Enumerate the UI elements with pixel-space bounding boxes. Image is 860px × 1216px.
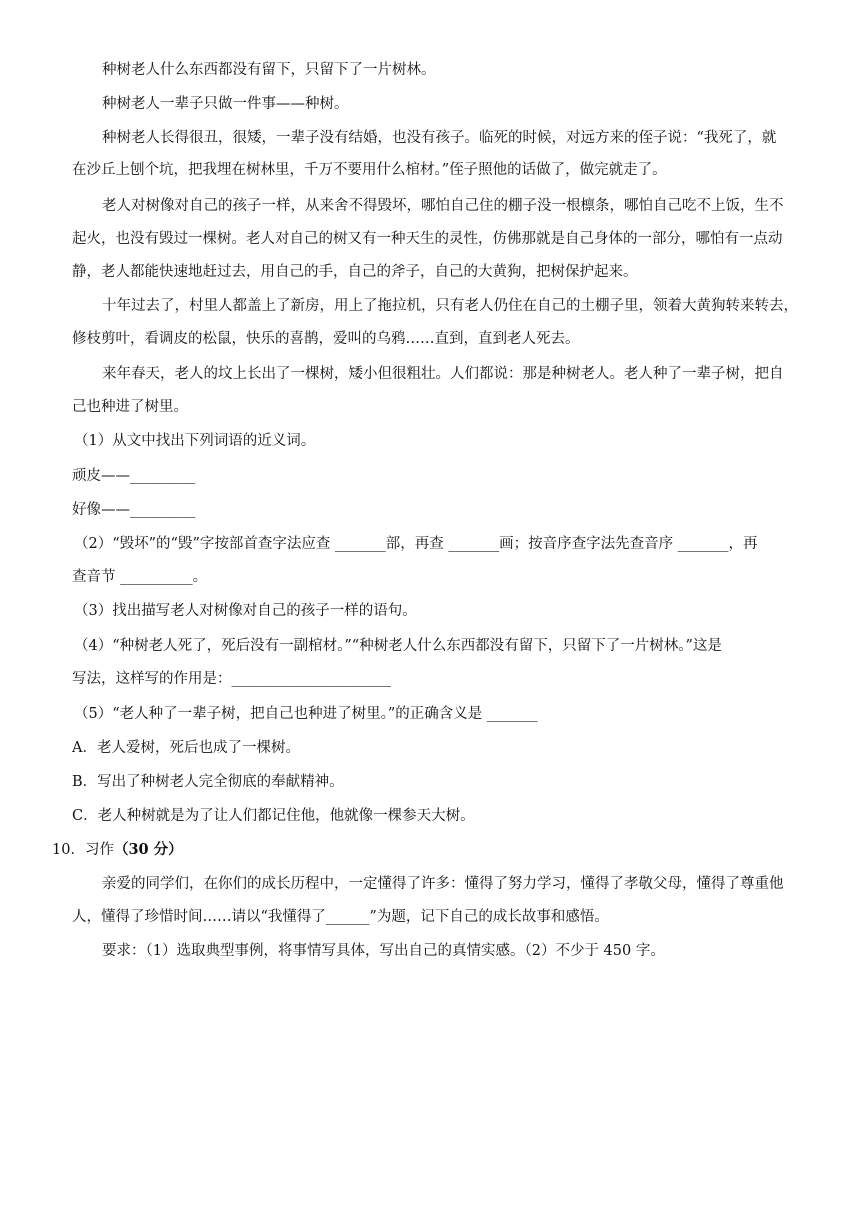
passage-paragraph-6-line-2: 己也种进了树里。 bbox=[72, 399, 188, 415]
question-2-line-1: （2）“毁坏”的“毁”字按部首查字法应查 _______部，再查 _______画；按音序查字法先查音序 _______，再 bbox=[74, 536, 758, 552]
question-1-item-a: 顽皮——_________ bbox=[72, 468, 196, 484]
passage-paragraph-6-line-1: 来年春天，老人的坟上长出了一棵树，矮小但很粗壮。人们都说：那是种树老人。老人种了一辈子树，把自 bbox=[102, 366, 784, 382]
passage-paragraph-4-line-2: 起火，也没有毁过一棵树。老人对自己的树又有一种天生的灵性，仿佛那就是自己身体的一部分，哪怕有一点动 bbox=[72, 231, 783, 247]
passage-paragraph-2: 种树老人一辈子只做一件事——种树。 bbox=[102, 96, 349, 112]
passage-paragraph-1: 种树老人什么东西都没有留下，只留下了一片树林。 bbox=[102, 62, 436, 78]
question-5: （5）“老人种了一辈子树，把自己也种进了树里。”的正确含义是 _______ bbox=[74, 706, 538, 722]
passage-paragraph-4-line-3: 静，老人都能快速地赶过去，用自己的手，自己的斧子，自己的大黄狗，把树保护起来。 bbox=[72, 264, 638, 280]
composition-prompt-line-1: 亲爱的同学们，在你们的成长历程中，一定懂得了许多：懂得了努力学习，懂得了孝敬父母，懂得了尊重他 bbox=[102, 876, 784, 892]
question-4-line-2: 写法，这样写的作用是：______________________ bbox=[72, 671, 391, 687]
question-5-option-b: B．写出了种树老人完全彻底的奉献精神。 bbox=[72, 774, 344, 790]
question-5-option-a: A．老人爱树，死后也成了一棵树。 bbox=[72, 740, 300, 756]
question-4-line-1: （4）“种树老人死了，死后没有一副棺材。”“种树老人什么东西都没有留下，只留下了一片树林。”这是 bbox=[74, 638, 722, 654]
passage-paragraph-3-line-2: 在沙丘上刨个坑，把我埋在树林里，千万不要用什么棺材。”侄子照他的话做了，做完就走了。 bbox=[72, 162, 667, 178]
passage-paragraph-5-line-2: 修枝剪叶，看调皮的松鼠，快乐的喜鹊，爱叫的乌鸦……直到，直到老人死去。 bbox=[72, 331, 580, 347]
composition-prompt-line-2: 人，懂得了珍惜时间……请以“我懂得了______”为题，记下自己的成长故事和感悟。 bbox=[72, 909, 609, 925]
question-10-label: 10．习作 bbox=[52, 842, 114, 858]
question-10-score: （30 分） bbox=[113, 841, 183, 858]
passage-paragraph-3-line-1: 种树老人长得很丑，很矮，一辈子没有结婚，也没有孩子。临死的时候，对远方来的侄子说：“我死了，就 bbox=[102, 130, 777, 146]
question-1-item-b: 好像——_________ bbox=[72, 502, 196, 518]
passage-paragraph-4-line-1: 老人对树像对自己的孩子一样，从来舍不得毁坏，哪怕自己住的棚子没一根檩条，哪怕自己吃不上饭，生不 bbox=[102, 198, 784, 214]
composition-requirements: 要求：（1）选取典型事例，将事情写具体，写出自己的真情实感。（2）不少于 450 字。 bbox=[102, 943, 665, 959]
question-2-line-2: 查音节 __________。 bbox=[72, 569, 208, 585]
question-3: （3）找出描写老人对树像对自己的孩子一样的语句。 bbox=[74, 603, 417, 619]
passage-paragraph-5-line-1: 十年过去了，村里人都盖上了新房，用上了拖拉机，只有老人仍住在自己的土棚子里，领着大黄狗转来转去， bbox=[102, 298, 798, 314]
question-5-option-c: C．老人种树就是为了让人们都记住他，他就像一棵参天大树。 bbox=[72, 808, 475, 824]
question-10-heading bbox=[52, 840, 792, 860]
question-1: （1）从文中找出下列词语的近义词。 bbox=[74, 433, 316, 449]
